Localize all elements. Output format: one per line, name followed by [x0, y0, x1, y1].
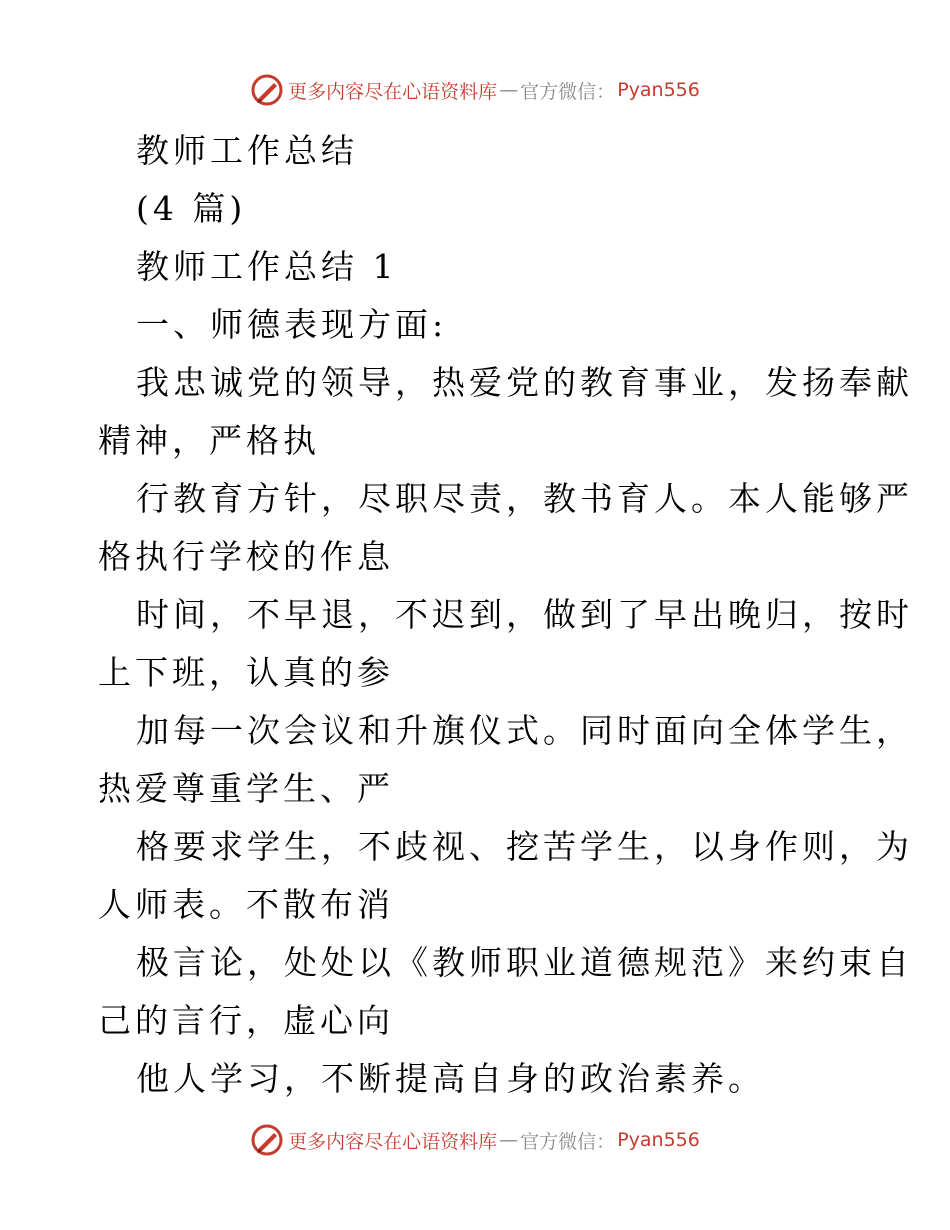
paragraph-line: 格执行学校的作息	[98, 537, 394, 576]
watermark-text: 更多内容尽在心语资料库	[288, 80, 498, 103]
section-heading: 教师工作总结 1	[136, 247, 398, 286]
paragraph-line: 己的言行，虚心向	[98, 1001, 394, 1040]
document-subtitle: (4 篇)	[136, 189, 247, 228]
watermark-wechat-id: Pyan556	[617, 79, 700, 101]
watermark-label: 官方微信：	[520, 1130, 616, 1153]
paragraph-line: 格要求学生，不歧视、挖苦学生，以身作则，为	[136, 827, 913, 866]
watermark-separator: —	[499, 79, 519, 101]
paragraph-line: 极言论，处处以《教师职业道德规范》来约束自	[136, 943, 913, 982]
paragraph-line: 行教育方针，尽职尽责，教书育人。本人能够严	[136, 479, 913, 518]
watermark-separator: —	[499, 1129, 519, 1151]
paragraph-line: 精神，严格执	[98, 421, 320, 460]
paragraph-line: 我忠诚党的领导，热爱党的教育事业，发扬奉献	[136, 363, 913, 402]
paragraph-line: 加每一次会议和升旗仪式。同时面向全体学生，	[136, 711, 913, 750]
pen-logo-icon	[250, 1123, 284, 1157]
document-title: 教师工作总结	[136, 131, 358, 170]
watermark-text: 更多内容尽在心语资料库	[288, 1130, 498, 1153]
paragraph-line: 时间，不早退，不迟到，做到了早出晚归，按时	[136, 595, 913, 634]
pen-logo-icon	[250, 73, 284, 107]
watermark-label: 官方微信：	[520, 80, 616, 103]
subsection-heading: 一、师德表现方面:	[136, 305, 448, 344]
paragraph-line: 人师表。不散布消	[98, 885, 394, 924]
watermark-wechat-id: Pyan556	[617, 1129, 700, 1151]
header-watermark	[0, 70, 950, 110]
document-body	[98, 122, 913, 1108]
paragraph-line: 他人学习，不断提高自身的政治素养。	[136, 1059, 765, 1098]
paragraph-line: 上下班，认真的参	[98, 653, 394, 692]
paragraph-line: 热爱尊重学生、严	[98, 769, 394, 808]
footer-watermark	[0, 1120, 950, 1160]
